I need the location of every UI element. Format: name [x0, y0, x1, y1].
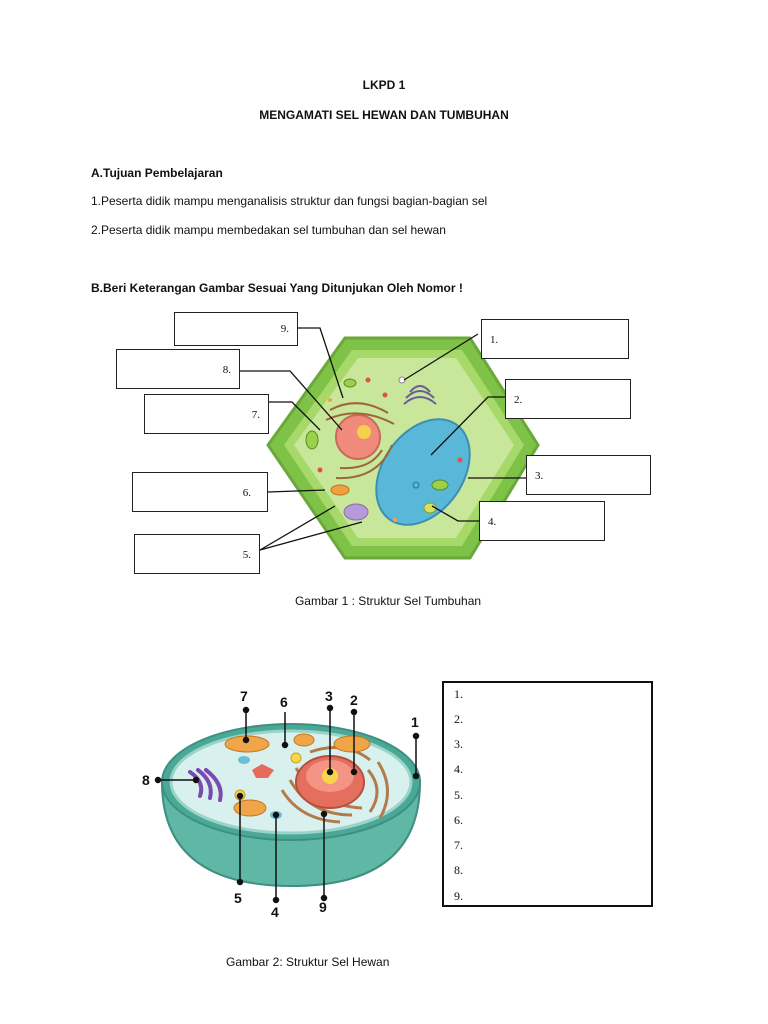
answer-line-3[interactable]: 3. [454, 737, 463, 751]
animal-number-2: 2 [350, 692, 358, 708]
plant-label-8: 8. [222, 364, 231, 376]
plant-label-2: 2. [514, 394, 523, 406]
objective-1: 1.Peserta didik mampu menganalisis struktur dan fungsi bagian-bagian sel [91, 194, 488, 208]
animal-answer-list[interactable] [442, 681, 653, 907]
plant-label-3: 3. [535, 470, 544, 482]
animal-number-6: 6 [280, 694, 288, 710]
plant-label-6: 6. [242, 487, 251, 499]
answer-line-2[interactable]: 2. [454, 712, 463, 726]
answer-line-7[interactable]: 7. [454, 838, 463, 852]
answer-line-6[interactable]: 6. [454, 813, 463, 827]
animal-number-3: 3 [325, 688, 333, 704]
page-subtitle: MENGAMATI SEL HEWAN DAN TUMBUHAN [259, 108, 509, 122]
answer-line-9[interactable]: 9. [454, 889, 463, 903]
plant-label-7: 7. [251, 409, 260, 421]
plant-label-4: 4. [488, 516, 497, 528]
figure-2-caption: Gambar 2: Struktur Sel Hewan [226, 955, 390, 969]
answer-line-4[interactable]: 4. [454, 762, 463, 776]
answer-line-8[interactable]: 8. [454, 863, 463, 877]
plant-label-1: 1. [490, 334, 499, 346]
section-b-heading: B.Beri Keterangan Gambar Sesuai Yang Ditunjukan Oleh Nomor ! [91, 281, 463, 295]
plant-label-5: 5. [242, 549, 251, 561]
plant-label-9: 9. [280, 323, 289, 335]
page-title: LKPD 1 [362, 78, 406, 92]
animal-number-5: 5 [234, 890, 242, 906]
animal-number-7: 7 [240, 688, 248, 704]
section-a-heading: A.Tujuan Pembelajaran [91, 166, 223, 180]
figure-1-caption: Gambar 1 : Struktur Sel Tumbuhan [294, 594, 482, 608]
animal-number-8: 8 [142, 772, 150, 788]
answer-line-5[interactable]: 5. [454, 788, 463, 802]
animal-number-9: 9 [319, 899, 327, 915]
animal-number-1: 1 [411, 714, 419, 730]
objective-2: 2.Peserta didik mampu membedakan sel tumbuhan dan sel hewan [91, 223, 446, 237]
answer-line-1[interactable]: 1. [454, 687, 463, 701]
animal-number-4: 4 [271, 904, 279, 920]
